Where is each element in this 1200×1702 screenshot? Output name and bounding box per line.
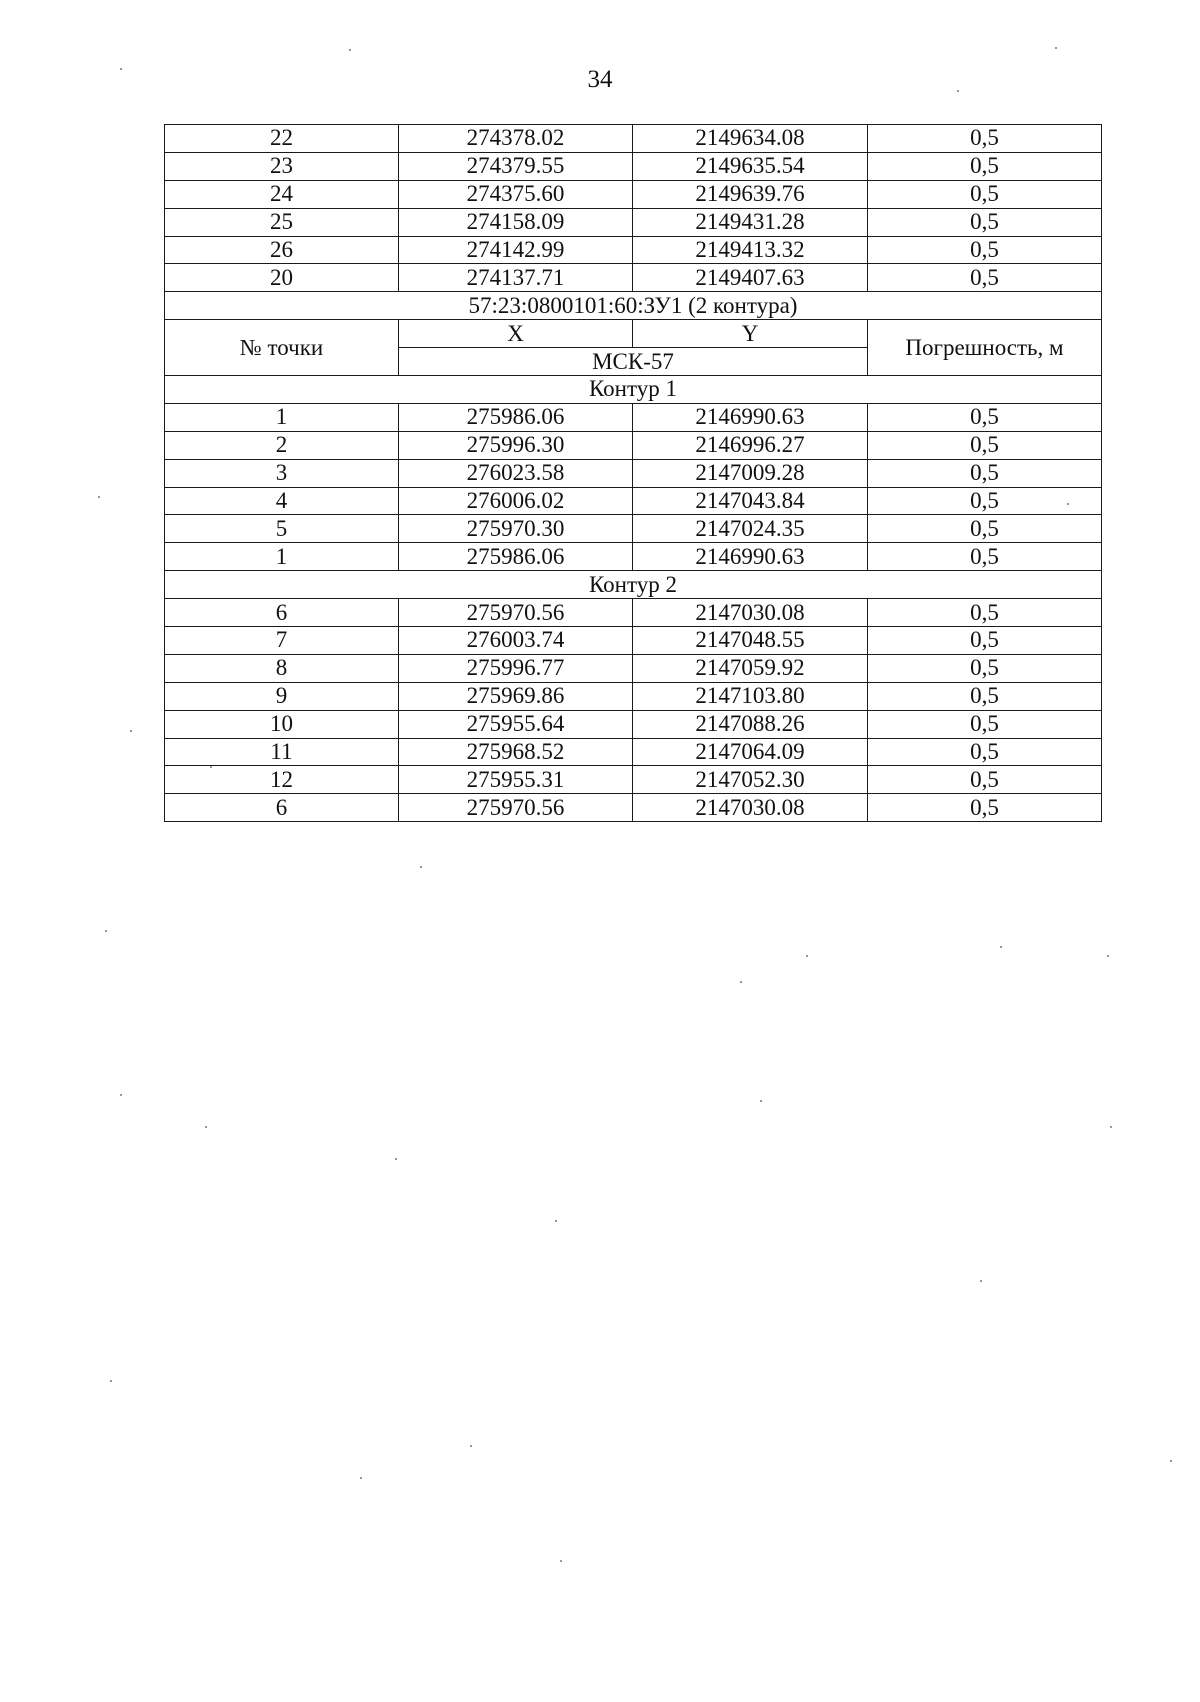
point-number-cell: 20 (165, 264, 399, 292)
contour-title-row (165, 376, 1102, 404)
scan-speck (360, 1477, 362, 1479)
error-cell: 0,5 (868, 599, 1102, 627)
x-coordinate-cell: 275970.56 (399, 794, 633, 822)
error-cell: 0,5 (868, 794, 1102, 822)
table-row (165, 599, 1102, 627)
y-coordinate-cell: 2147043.84 (633, 487, 868, 515)
contour-title: Контур 1 (165, 376, 1102, 404)
error-cell: 0,5 (868, 459, 1102, 487)
point-number-cell: 6 (165, 794, 399, 822)
scan-speck (120, 1094, 122, 1096)
table-row (165, 543, 1102, 571)
y-coordinate-cell: 2149413.32 (633, 236, 868, 264)
y-coordinate-cell: 2146996.27 (633, 431, 868, 459)
y-coordinate-cell: 2149407.63 (633, 264, 868, 292)
x-coordinate-cell: 275955.31 (399, 766, 633, 794)
scan-speck (98, 496, 100, 498)
scan-speck (560, 1560, 562, 1562)
error-cell: 0,5 (868, 180, 1102, 208)
scan-speck (110, 1380, 112, 1382)
section-title: 57:23:0800101:60:ЗУ1 (2 контура) (165, 292, 1102, 320)
table-row (165, 487, 1102, 515)
x-coordinate-cell: 276023.58 (399, 459, 633, 487)
point-number-cell: 11 (165, 738, 399, 766)
scan-speck (420, 866, 422, 868)
y-coordinate-cell: 2147030.08 (633, 599, 868, 627)
scan-speck (1107, 955, 1109, 957)
page-number: 34 (587, 66, 613, 93)
table-row (165, 710, 1102, 738)
x-coordinate-cell: 274158.09 (399, 208, 633, 236)
x-coordinate-cell: 275986.06 (399, 403, 633, 431)
table-row (165, 515, 1102, 543)
table-row (165, 431, 1102, 459)
coordinates-table (164, 124, 1102, 822)
point-number-cell: 25 (165, 208, 399, 236)
x-coordinate-cell: 275968.52 (399, 738, 633, 766)
x-coordinate-cell: 274379.55 (399, 152, 633, 180)
y-coordinate-cell: 2147052.30 (633, 766, 868, 794)
y-coordinate-cell: 2147103.80 (633, 682, 868, 710)
table-row (165, 459, 1102, 487)
coordinates-table-body (165, 125, 1102, 822)
x-coordinate-cell: 275970.30 (399, 515, 633, 543)
point-number-cell: 22 (165, 125, 399, 153)
scan-speck (555, 1220, 557, 1222)
error-cell: 0,5 (868, 152, 1102, 180)
y-coordinate-cell: 2149634.08 (633, 125, 868, 153)
x-coordinate-cell: 275970.56 (399, 599, 633, 627)
table-row (165, 180, 1102, 208)
point-number-cell: 12 (165, 766, 399, 794)
table-row (165, 125, 1102, 153)
scan-speck (1170, 1460, 1172, 1462)
scan-speck (806, 955, 808, 957)
table-row (165, 236, 1102, 264)
x-coordinate-cell: 275996.77 (399, 654, 633, 682)
x-coordinate-cell: 275955.64 (399, 710, 633, 738)
point-number-cell: 6 (165, 599, 399, 627)
scan-speck (470, 1445, 472, 1447)
point-number-cell: 4 (165, 487, 399, 515)
error-cell: 0,5 (868, 125, 1102, 153)
x-coordinate-cell: 276006.02 (399, 487, 633, 515)
section-title-row (165, 292, 1102, 320)
scan-speck (205, 1126, 207, 1128)
error-cell: 0,5 (868, 236, 1102, 264)
table-row (165, 152, 1102, 180)
error-cell: 0,5 (868, 766, 1102, 794)
scan-speck (395, 1158, 397, 1160)
contour-title-row (165, 571, 1102, 599)
point-number-cell: 8 (165, 654, 399, 682)
table-row (165, 627, 1102, 655)
x-coordinate-cell: 275996.30 (399, 431, 633, 459)
x-coordinate-cell: 274142.99 (399, 236, 633, 264)
error-cell: 0,5 (868, 738, 1102, 766)
y-coordinate-cell: 2149639.76 (633, 180, 868, 208)
scan-speck (1000, 946, 1002, 948)
scan-speck (740, 981, 742, 983)
header-point-number: № точки (165, 320, 399, 376)
point-number-cell: 23 (165, 152, 399, 180)
error-cell: 0,5 (868, 654, 1102, 682)
error-cell: 0,5 (868, 543, 1102, 571)
error-cell: 0,5 (868, 515, 1102, 543)
error-cell: 0,5 (868, 487, 1102, 515)
y-coordinate-cell: 2146990.63 (633, 403, 868, 431)
point-number-cell: 26 (165, 236, 399, 264)
y-coordinate-cell: 2147088.26 (633, 710, 868, 738)
error-cell: 0,5 (868, 264, 1102, 292)
error-cell: 0,5 (868, 403, 1102, 431)
y-coordinate-cell: 2147030.08 (633, 794, 868, 822)
x-coordinate-cell: 274378.02 (399, 125, 633, 153)
table-row (165, 682, 1102, 710)
scan-speck (105, 930, 107, 932)
contour-title: Контур 2 (165, 571, 1102, 599)
y-coordinate-cell: 2147048.55 (633, 627, 868, 655)
table-row (165, 794, 1102, 822)
point-number-cell: 3 (165, 459, 399, 487)
y-coordinate-cell: 2149431.28 (633, 208, 868, 236)
x-coordinate-cell: 274375.60 (399, 180, 633, 208)
point-number-cell: 1 (165, 403, 399, 431)
header-row (165, 320, 1102, 348)
point-number-cell: 5 (165, 515, 399, 543)
scan-speck (349, 49, 351, 51)
scan-speck (1110, 1126, 1112, 1128)
scan-speck (130, 730, 132, 732)
header-error: Погрешность, м (868, 320, 1102, 376)
error-cell: 0,5 (868, 431, 1102, 459)
table-row (165, 738, 1102, 766)
y-coordinate-cell: 2149635.54 (633, 152, 868, 180)
point-number-cell: 2 (165, 431, 399, 459)
y-coordinate-cell: 2147024.35 (633, 515, 868, 543)
table-row (165, 208, 1102, 236)
table-row (165, 766, 1102, 794)
x-coordinate-cell: 276003.74 (399, 627, 633, 655)
point-number-cell: 9 (165, 682, 399, 710)
point-number-cell: 1 (165, 543, 399, 571)
scan-speck (980, 1280, 982, 1282)
error-cell: 0,5 (868, 682, 1102, 710)
error-cell: 0,5 (868, 627, 1102, 655)
scan-speck (760, 1100, 762, 1102)
y-coordinate-cell: 2146990.63 (633, 543, 868, 571)
table-row (165, 264, 1102, 292)
table-row (165, 654, 1102, 682)
scan-speck (1067, 503, 1069, 505)
y-coordinate-cell: 2147059.92 (633, 654, 868, 682)
x-coordinate-cell: 275986.06 (399, 543, 633, 571)
scan-speck (957, 90, 959, 92)
scan-speck (120, 68, 122, 70)
scan-speck (210, 766, 212, 768)
y-coordinate-cell: 2147064.09 (633, 738, 868, 766)
error-cell: 0,5 (868, 710, 1102, 738)
y-coordinate-cell: 2147009.28 (633, 459, 868, 487)
header-coordinate-system: МСК-57 (399, 348, 868, 376)
header-x: X (399, 320, 633, 348)
scan-speck (1055, 47, 1057, 49)
point-number-cell: 7 (165, 627, 399, 655)
point-number-cell: 10 (165, 710, 399, 738)
x-coordinate-cell: 275969.86 (399, 682, 633, 710)
error-cell: 0,5 (868, 208, 1102, 236)
table-row (165, 403, 1102, 431)
header-y: Y (633, 320, 868, 348)
x-coordinate-cell: 274137.71 (399, 264, 633, 292)
point-number-cell: 24 (165, 180, 399, 208)
